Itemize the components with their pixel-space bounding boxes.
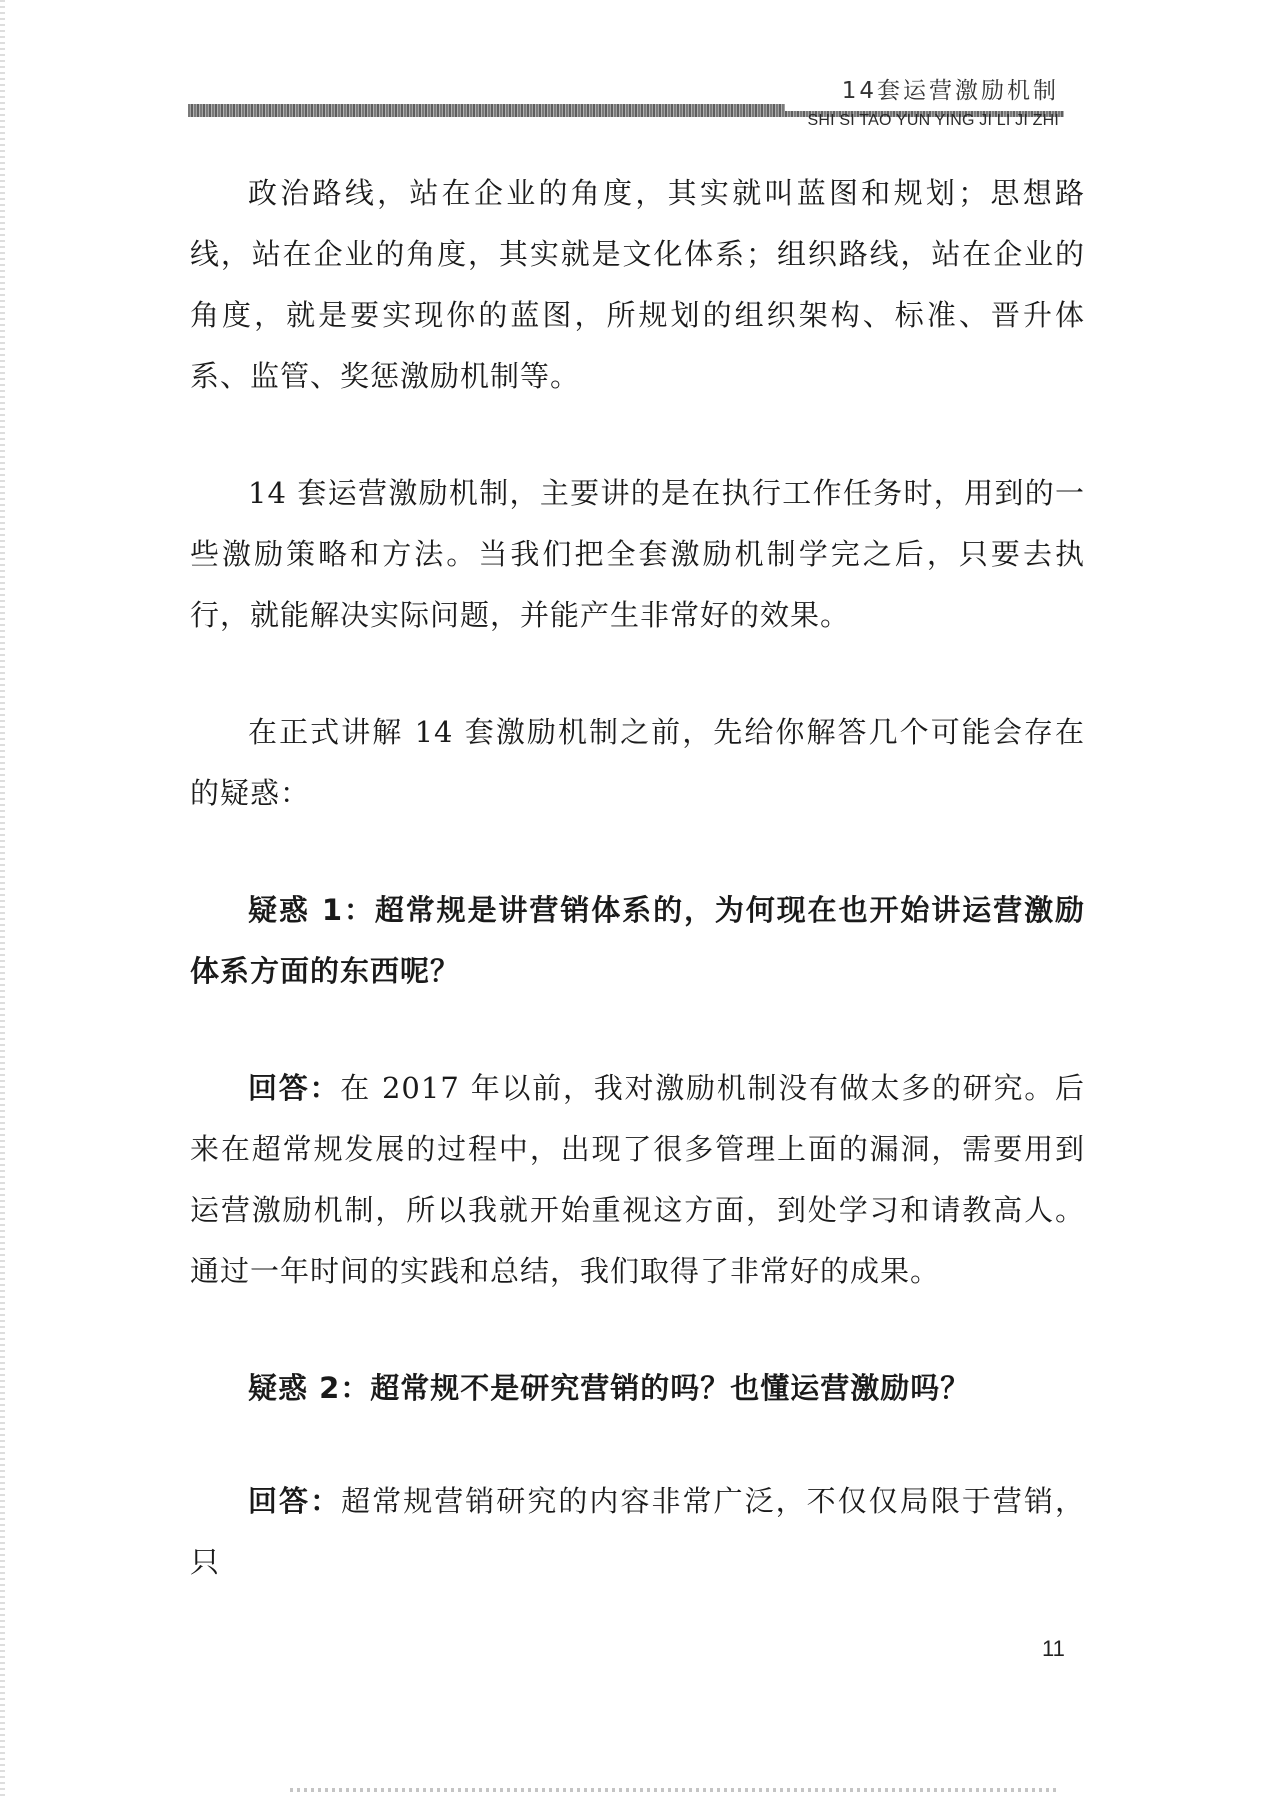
answer-1: [190, 1058, 1085, 1302]
question-1: 疑惑 1：超常规是讲营销体系的，为何现在也开始讲运营激励体系方面的东西呢？: [190, 893, 1085, 988]
answer-2-label: 回答：: [248, 1484, 342, 1518]
paragraph-intro-mechanisms: 14 套运营激励机制，主要讲的是在执行工作任务时，用到的一些激励策略和方法。当我们把全套激励机制学完之后，只要去执行，就能解决实际问题，并能产生非常好的效果。: [190, 476, 1085, 632]
answer-1-text: 在 2017 年以前，我对激励机制没有做太多的研究。后来在超常规发展的过程中，出现了很多管理上面的漏洞，需要用到运营激励机制，所以我就开始重视这方面，到处学习和请教高人。通过一年时间的实践和总结，我们取得了非常好的成果。: [190, 1071, 1085, 1288]
header-rule-gap: [785, 104, 1064, 111]
running-header-pinyin: SHI SI TAO YUN YING JI LI JI ZHI: [807, 112, 1059, 129]
paragraph-spacer: [190, 407, 1085, 463]
answer-2-text: 超常规营销研究的内容非常广泛，不仅仅局限于营销，只: [190, 1484, 1085, 1579]
question-2: 疑惑 2：超常规不是研究营销的吗？也懂运营激励吗？: [248, 1371, 971, 1405]
answer-1-label: 回答：: [248, 1071, 341, 1105]
page-number: 11: [1042, 1636, 1065, 1661]
paragraph-political-line: 政治路线，站在企业的角度，其实就叫蓝图和规划；思想路线，站在企业的角度，其实就是文化体系；组织路线，站在企业的角度，就是要实现你的蓝图，所规划的组织架构、标准、晋升体系、监管、奖惩激励机制等。: [190, 176, 1085, 393]
scan-bottom-edge: [290, 1788, 1060, 1792]
paragraph-spacer: [190, 646, 1085, 702]
paragraph-spacer: [190, 1302, 1085, 1358]
paragraph-spacer: [190, 1419, 1085, 1471]
paragraph-spacer: [190, 824, 1085, 880]
page-body: [190, 163, 1085, 1593]
answer-2: [190, 1471, 1085, 1593]
running-header-title: 14套运营激励机制: [841, 78, 1059, 104]
scan-left-edge: [0, 0, 5, 1800]
paragraph-before-explaining: 在正式讲解 14 套激励机制之前，先给你解答几个可能会存在的疑惑：: [190, 715, 1085, 810]
paragraph-spacer: [190, 1002, 1085, 1058]
